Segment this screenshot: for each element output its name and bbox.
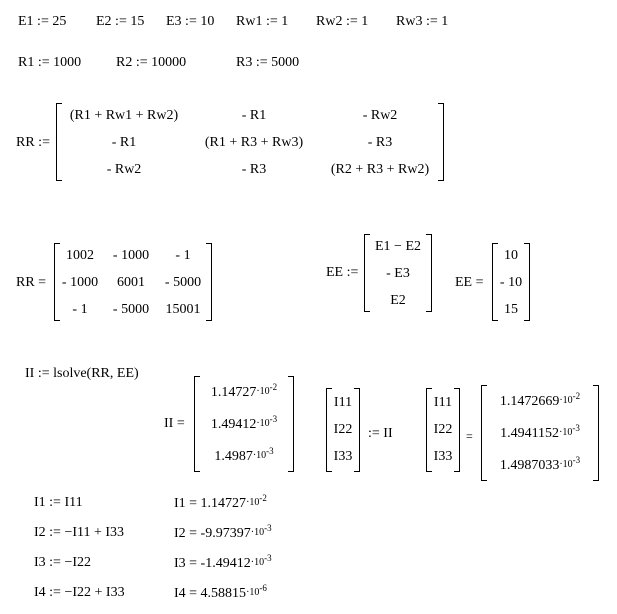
def-rw1: Rw1 := 1 — [236, 14, 289, 29]
vector-cell: I33 — [333, 449, 353, 464]
matrix-cell: - 5000 — [164, 275, 202, 290]
vector-cell: $1.14727\cdot 10^{-2}$ — [210, 382, 278, 400]
rr-eval-label: RR = — [16, 275, 47, 290]
matrix-cell: - 1000 — [112, 248, 150, 263]
vector-cell: $1.4941152\cdot 10^{-3}$ — [500, 423, 580, 441]
def-rw3: Rw3 := 1 — [396, 14, 449, 29]
eval-i3: $I3 = -1.49412\cdot 10^{-3}$ — [174, 553, 272, 571]
ee-def-label: EE := — [326, 265, 359, 280]
vector-cell: I22 — [433, 422, 453, 437]
matrix-cell: 1002 — [66, 248, 94, 263]
eval-i2: $I2 = -9.97397\cdot 10^{-3}$ — [174, 523, 272, 541]
vector-cell: I22 — [333, 422, 353, 437]
ivec-eval-values — [481, 385, 599, 481]
matrix-cell: - 1 — [72, 302, 88, 317]
matrix-cell: (R2 + R3 + Rw2) — [330, 162, 430, 177]
matrix-cell: 15001 — [165, 302, 201, 317]
matrix-cell: (R1 + R3 + Rw3) — [204, 135, 304, 150]
matrix-cell: - R1 — [111, 135, 137, 150]
ivec-assign-vector — [326, 388, 360, 472]
vector-cell: E1 − E2 — [375, 239, 421, 254]
vector-cell: $1.49412\cdot 10^{-3}$ — [210, 414, 278, 432]
eval-i4: $I4 = 4.58815\cdot 10^{-6}$ — [174, 583, 267, 601]
vector-cell: $1.4987033\cdot 10^{-3}$ — [499, 455, 581, 473]
def-e2: E2 := 15 — [96, 14, 145, 29]
def-i3: I3 := −I22 — [34, 555, 92, 570]
def-e3: E3 := 10 — [166, 14, 215, 29]
vector-cell: E2 — [390, 293, 406, 308]
def-r3: R3 := 5000 — [236, 55, 300, 70]
vector-cell: I33 — [433, 449, 453, 464]
ee-def-vector — [364, 234, 432, 312]
matrix-cell: (R1 + Rw1 + Rw2) — [69, 108, 179, 123]
matrix-cell: - 1 — [175, 248, 191, 263]
ivec-assign-op: := II — [368, 426, 393, 441]
def-r1: R1 := 1000 — [18, 55, 82, 70]
matrix-cell: - Rw2 — [106, 162, 142, 177]
matrix-cell: - R3 — [367, 135, 393, 150]
ii-eval-label: II = — [164, 416, 185, 431]
ee-eval-vector — [492, 243, 530, 321]
vector-cell: I11 — [333, 395, 353, 410]
matrix-cell: - R3 — [241, 162, 267, 177]
vector-cell: I11 — [433, 395, 453, 410]
vector-cell: - 10 — [499, 275, 523, 290]
matrix-cell: - 1000 — [61, 275, 99, 290]
matrix-cell: 6001 — [117, 275, 145, 290]
rr-def-matrix — [56, 103, 444, 181]
def-i2: I2 := −I11 + I33 — [34, 525, 125, 540]
rr-eval-matrix — [54, 243, 212, 321]
def-i4: I4 := −I22 + I33 — [34, 585, 125, 600]
matrix-cell: - 5000 — [112, 302, 150, 317]
vector-cell: - E3 — [386, 266, 410, 281]
eval-i1: $I1 = 1.14727\cdot 10^{-2}$ — [174, 493, 267, 511]
ii-def: II := lsolve(RR, EE) — [25, 366, 139, 381]
ivec-eval-op: = — [466, 429, 473, 443]
matrix-cell: - R1 — [241, 108, 267, 123]
def-e1: E1 := 25 — [18, 14, 67, 29]
vector-cell: 15 — [504, 302, 518, 317]
vector-cell: $1.4987\cdot 10^{-3}$ — [214, 446, 274, 464]
vector-cell: 10 — [504, 248, 518, 263]
matrix-cell: - Rw2 — [362, 108, 398, 123]
def-rw2: Rw2 := 1 — [316, 14, 369, 29]
vector-cell: $1.1472669\cdot 10^{-2}$ — [499, 391, 581, 409]
rr-def-label: RR := — [16, 135, 50, 150]
ivec-eval-vector — [426, 388, 460, 472]
ee-eval-label: EE = — [455, 275, 484, 290]
def-i1: I1 := I11 — [34, 495, 83, 510]
ii-eval-vector — [194, 376, 294, 472]
def-r2: R2 := 10000 — [116, 55, 187, 70]
